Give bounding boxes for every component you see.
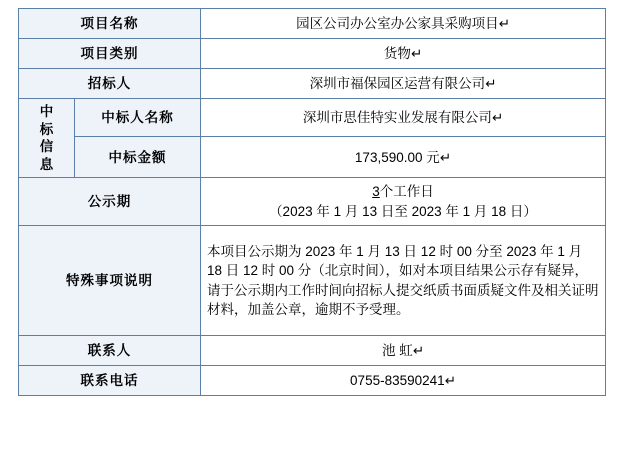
publicity-period-line2: （2023 年 1 月 13 日至 2023 年 1 月 18 日） [269,203,537,219]
table-row [19,39,606,69]
row-label-project-category: 项目类别 [19,39,201,69]
table-row [19,226,606,336]
row-label-project-name: 项目名称 [19,9,201,39]
table-row [19,137,606,178]
table-row [19,69,606,99]
row-value-publicity-period [201,178,606,226]
row-value-special-notes: 本项目公示期为 2023 年 1 月 13 日 12 时 00 分至 2023 年 1 月 18 日 12 时 00 分（北京时间），如对本项目结果公示存有疑异，请于公示期内工作时间向招标人提交纸质书面质疑文件及相关证明材料，加盖公章，逾期不予受理。 [201,226,606,336]
table-row [19,9,606,39]
row-label-winner-info-text: 中标信息 [39,104,54,172]
row-value-winner-name: 深圳市思佳特实业发展有限公司↵ [201,99,606,137]
row-label-contact-phone: 联系电话 [19,366,201,396]
row-label-winning-amount: 中标金额 [75,137,201,178]
row-label-publicity-period: 公示期 [19,178,201,226]
table-row [19,99,606,137]
publicity-period-line1 [207,182,599,202]
publicity-period-days-unit: 个工作日 [379,184,434,200]
row-label-special-notes: 特殊事项说明 [19,226,201,336]
row-label-winner-info [19,99,75,178]
row-label-contact-person: 联系人 [19,336,201,366]
table-row [19,366,606,396]
bid-result-table [18,8,606,396]
row-value-project-category: 货物↵ [201,39,606,69]
row-label-tenderee: 招标人 [19,69,201,99]
table-row [19,178,606,226]
row-value-tenderee: 深圳市福保园区运营有限公司↵ [201,69,606,99]
row-value-project-name: 园区公司办公室办公家具采购项目↵ [201,9,606,39]
publicity-period-days: 3 [372,184,380,200]
row-value-contact-phone: 0755-83590241↵ [201,366,606,396]
row-label-winner-name: 中标人名称 [75,99,201,137]
table-row [19,336,606,366]
row-value-winning-amount: 173,590.00 元↵ [201,137,606,178]
row-value-contact-person: 池 虹↵ [201,336,606,366]
